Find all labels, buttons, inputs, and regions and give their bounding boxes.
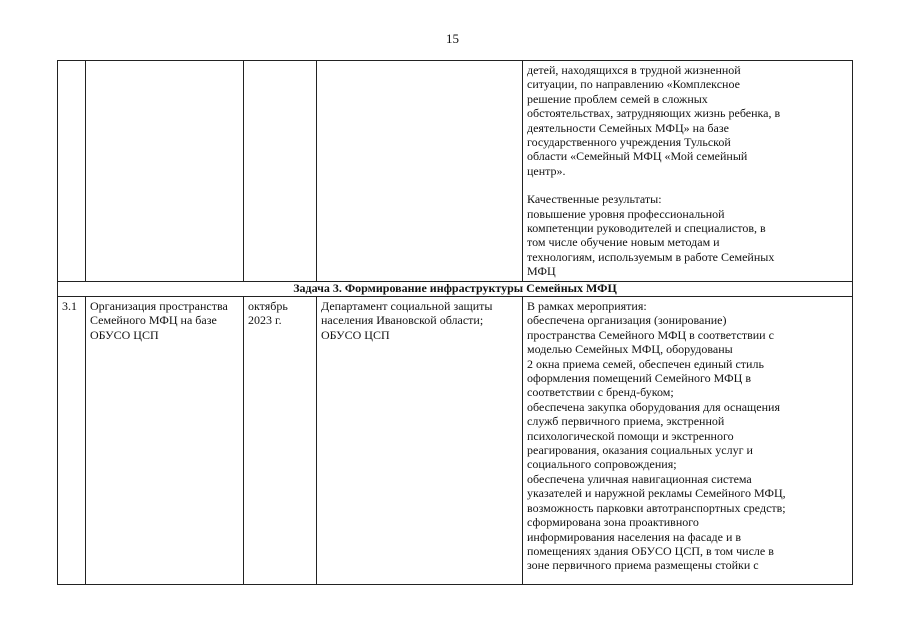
cell-executor	[317, 61, 523, 282]
date-line: 2023 г.	[248, 313, 282, 328]
result-line: обеспечена уличная навигационная система	[527, 471, 752, 486]
result-line: служб первичного приема, экстренной	[527, 414, 725, 429]
executor-line: ОБУСО ЦСП	[321, 327, 390, 342]
cell-executor	[317, 297, 523, 585]
result-line: соответствии с бренд-буком;	[527, 385, 674, 400]
qualitative-line: Качественные результаты:	[527, 192, 662, 207]
cell-name	[86, 61, 244, 282]
result-line: пространства Семейного МФЦ в соответствии с	[527, 327, 774, 342]
cell-name	[86, 297, 244, 585]
table-row-3-1	[58, 297, 853, 585]
cell-number	[58, 61, 86, 282]
cell-date	[244, 297, 317, 585]
result-line: В рамках мероприятия:	[527, 299, 647, 313]
result-line: 2 окна приема семей, обеспечен единый стиль	[527, 356, 764, 371]
result-line: моделью Семейных МФЦ, оборудованы	[527, 342, 733, 357]
result-line: социального сопровождения;	[527, 457, 677, 472]
result-line: области «Семейный МФЦ «Мой семейный	[527, 149, 748, 164]
result-line: обстоятельствах, затрудняющих жизнь ребенка, в	[527, 106, 781, 121]
qualitative-line: МФЦ	[527, 264, 556, 279]
result-line: оформления помещений Семейного МФЦ в	[527, 371, 751, 386]
result-line: реагирования, оказания социальных услуг и	[527, 443, 753, 458]
cell-result	[523, 297, 853, 585]
result-line: сформирована зона проактивного	[527, 515, 699, 530]
cell-result	[523, 61, 853, 282]
result-line: государственного учреждения Тульской	[527, 135, 731, 150]
date-line: октябрь	[248, 299, 288, 313]
table-row-continued	[58, 61, 853, 282]
result-line: детей, находящихся в трудной жизненной	[527, 63, 741, 77]
qualitative-line: повышение уровня профессиональной	[527, 206, 725, 221]
result-line: обеспечена закупка оборудования для оснащения	[527, 399, 780, 414]
qualitative-line: компетенции руководителей и специалистов, в	[527, 221, 766, 236]
result-line: помещениях здания ОБУСО ЦСП, в том числе в	[527, 543, 774, 558]
result-line: решение проблем семей в сложных	[527, 91, 708, 106]
qualitative-line: технологиям, используемым в работе Семейных	[527, 249, 775, 264]
result-line: центр».	[527, 163, 566, 178]
name-line: ОБУСО ЦСП	[90, 327, 159, 342]
result-line: указателей и наружной рекламы Семейного МФЦ,	[527, 486, 786, 501]
result-line: зоне первичного приема размещены стойки с	[527, 558, 759, 573]
cell-date	[244, 61, 317, 282]
qualitative-line: том числе обучение новым методам и	[527, 235, 720, 250]
result-line: деятельности Семейных МФЦ» на базе	[527, 120, 729, 135]
page-number: 15	[446, 31, 459, 46]
result-line: ситуации, по направлению «Комплексное	[527, 77, 740, 92]
cell-number: 3.1	[58, 297, 86, 585]
name-line: Семейного МФЦ на базе	[90, 313, 217, 328]
result-line: возможность парковки автотранспортных средств;	[527, 500, 786, 515]
result-line: обеспечена организация (зонирование)	[527, 313, 727, 328]
result-line: психологической помощи и экстренного	[527, 428, 734, 443]
task-heading-row	[58, 282, 853, 297]
task-heading: Задача 3. Формирование инфраструктуры Семейных МФЦ	[58, 282, 853, 297]
measures-table	[57, 60, 853, 585]
name-line: Организация пространства	[90, 299, 228, 313]
result-line: информирования населения на фасаде и в	[527, 529, 742, 544]
executor-line: Департамент социальной защиты	[321, 299, 493, 313]
executor-line: населения Ивановской области;	[321, 313, 484, 328]
